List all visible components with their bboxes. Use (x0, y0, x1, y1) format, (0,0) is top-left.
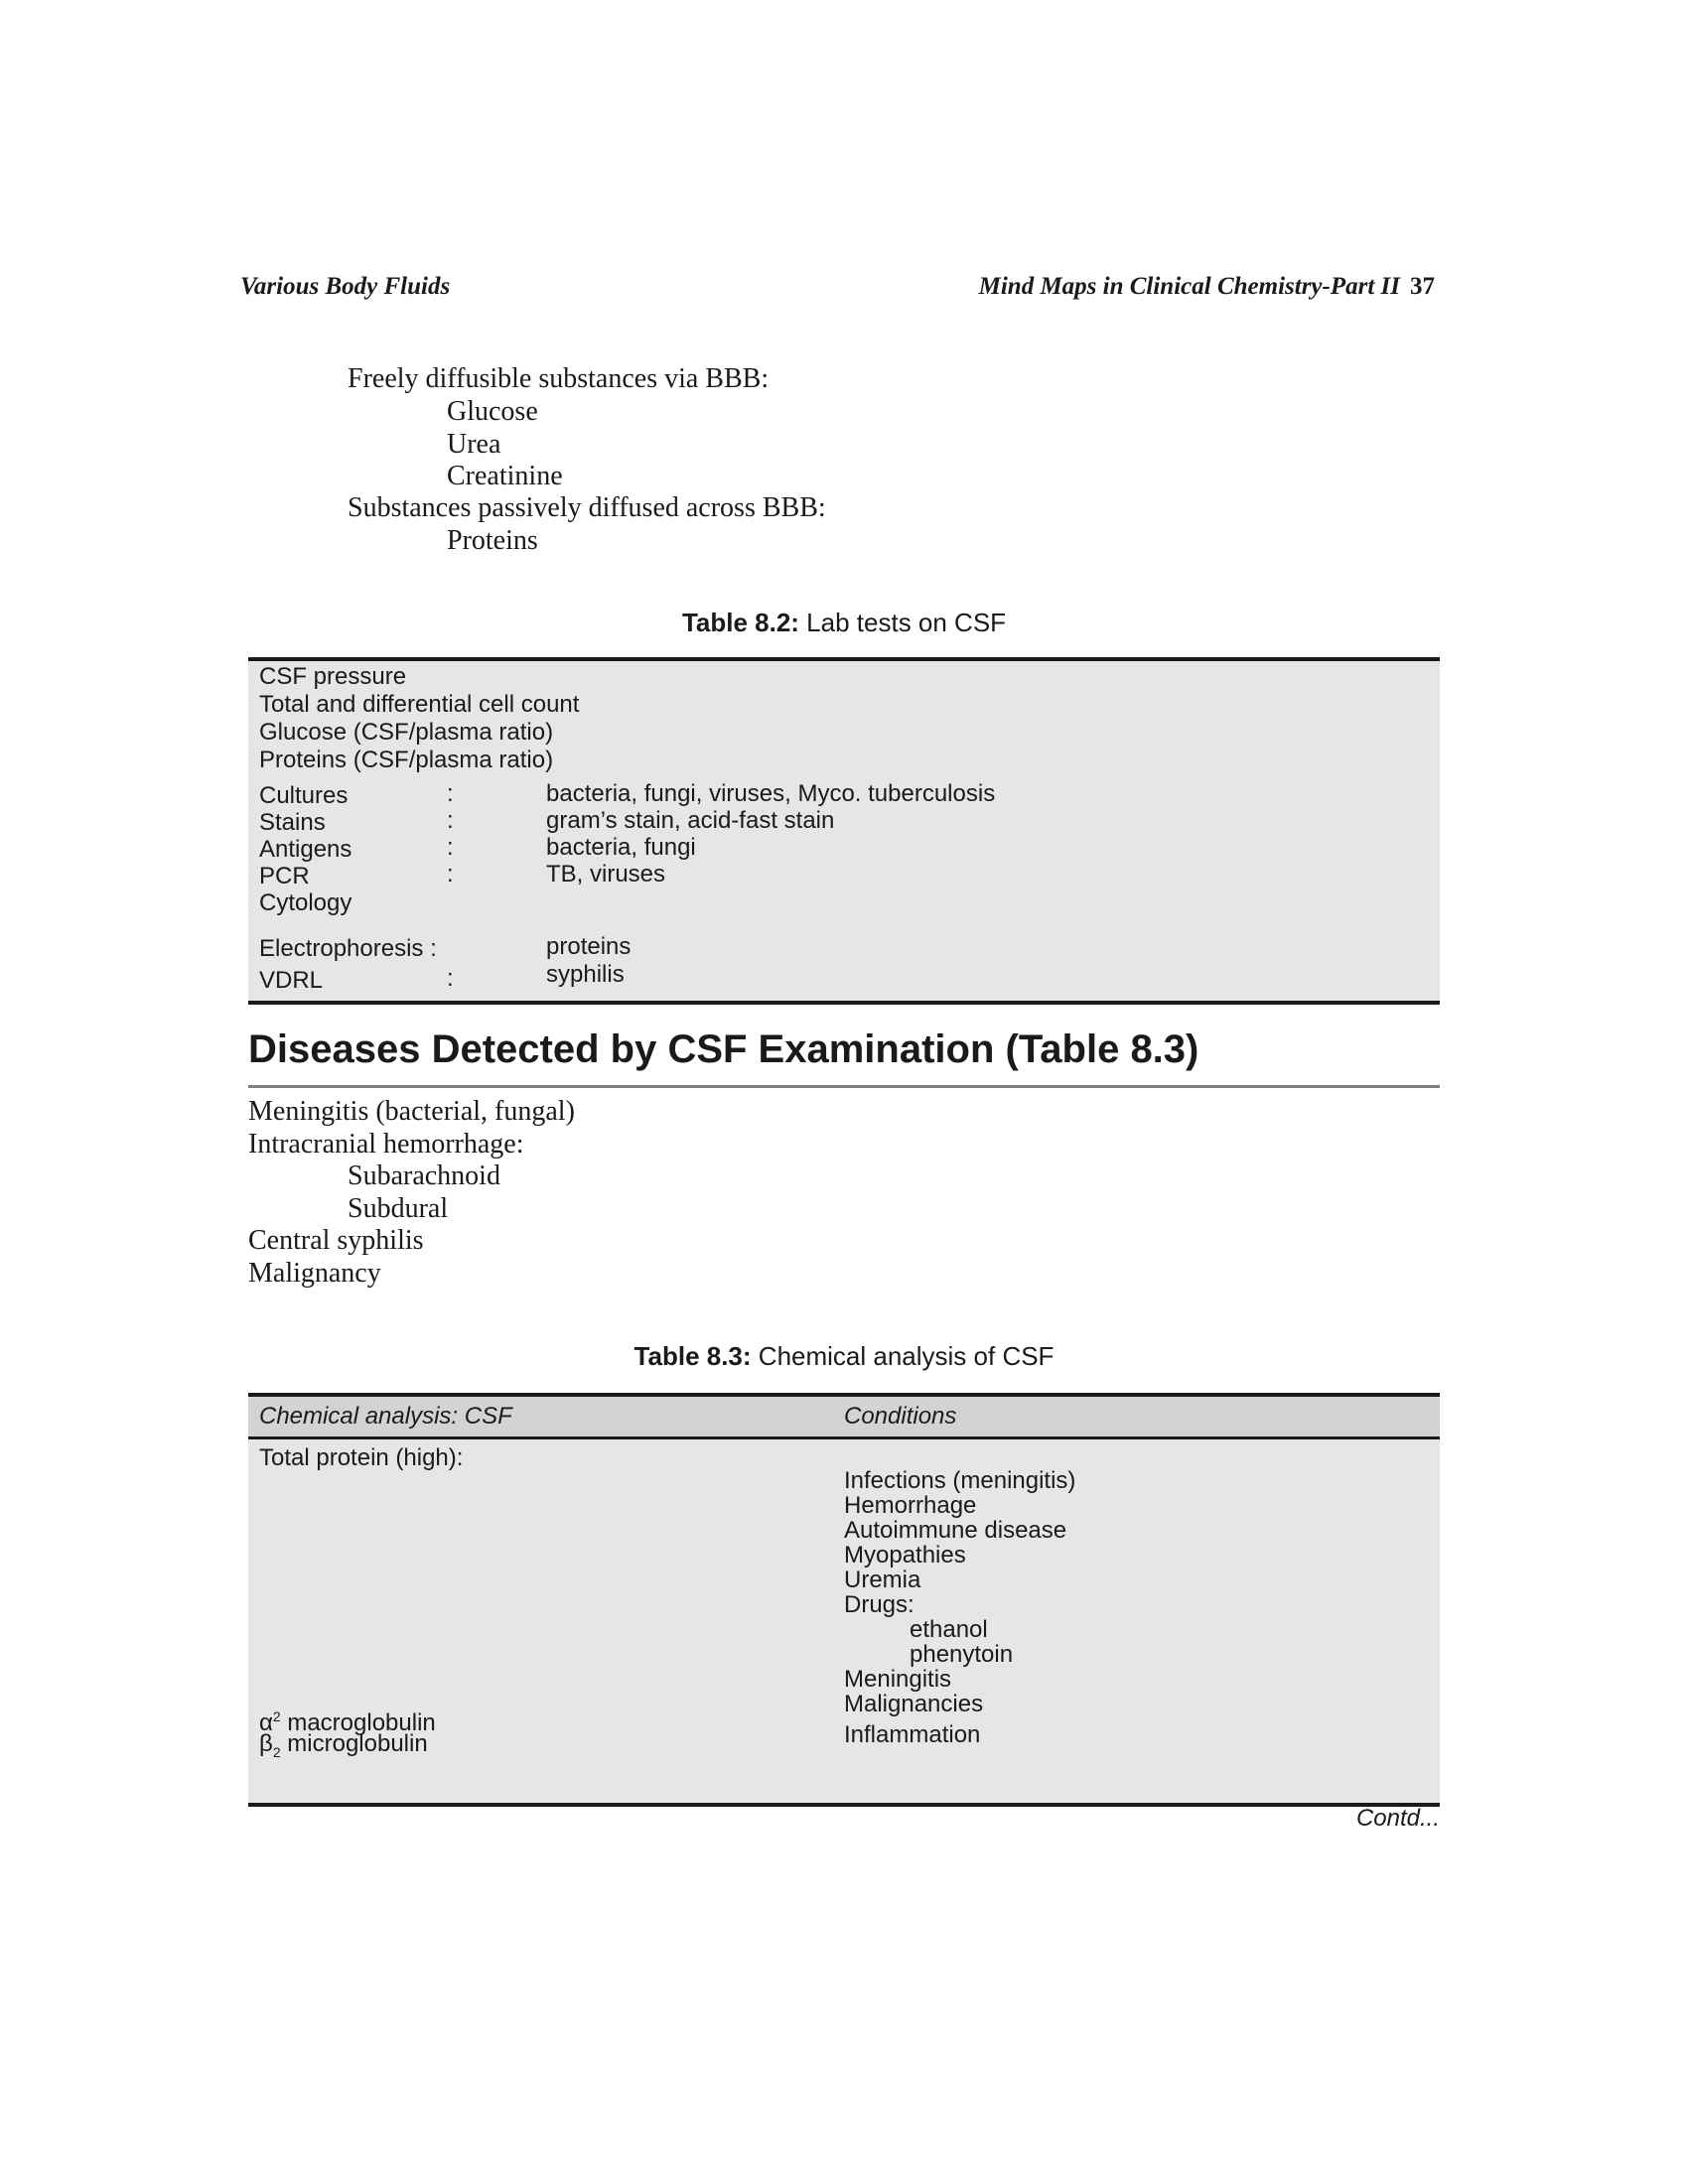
separator: : (447, 861, 454, 887)
test-name: PCR (259, 863, 310, 889)
analyte-name: microglobulin (280, 1730, 428, 1757)
table-8-2 (248, 657, 1440, 1005)
table-header-row (248, 1397, 1440, 1439)
disease-item: Meningitis (bacterial, fungal) (248, 1096, 575, 1127)
analysis-beta2-microglobulin (259, 1730, 428, 1766)
condition-item: Drugs: (844, 1591, 914, 1618)
bbb-freely-item: Urea (447, 429, 501, 460)
separator: : (447, 807, 454, 834)
separator: : (447, 834, 454, 861)
table-row: Proteins (CSF/plasma ratio) (259, 747, 554, 773)
continued-note: Contd... (1355, 1805, 1440, 1832)
test-value: syphilis (546, 961, 625, 988)
test-name: Electrophoresis : (259, 935, 437, 962)
disease-subitem: Subarachnoid (348, 1160, 500, 1191)
separator: : (447, 965, 454, 992)
test-value: proteins (546, 933, 632, 960)
table-row: CSF pressure (259, 663, 407, 690)
bbb-passive-heading: Substances passively diffused across BBB: (348, 492, 826, 523)
condition-item: Malignancies (844, 1691, 984, 1717)
test-value: gram’s stain, acid-fast stain (546, 807, 835, 834)
bbb-freely-item: Glucose (447, 396, 538, 427)
superscript: 2 (272, 1708, 281, 1724)
table-8-2-caption (0, 608, 1688, 638)
bbb-freely-heading: Freely diffusible substances via BBB: (348, 363, 770, 394)
table-row: Total and differential cell count (259, 691, 580, 718)
caption-label: Table 8.2: (681, 608, 799, 637)
bbb-freely-item: Creatinine (447, 461, 563, 491)
disease-item: Malignancy (248, 1258, 381, 1289)
condition-item: Infections (meningitis) (844, 1467, 1076, 1494)
caption-label: Table 8.3: (633, 1341, 752, 1371)
running-header-title: Mind Maps in Clinical Chemistry-Part II (978, 273, 1400, 300)
condition-item: Meningitis (844, 1666, 952, 1693)
greek-symbol: α (259, 1709, 273, 1736)
test-name: Antigens (259, 836, 352, 863)
condition-item: Inflammation (844, 1721, 981, 1748)
greek-symbol: β (259, 1730, 273, 1757)
table-8-3 (248, 1393, 1440, 1807)
separator: : (447, 780, 454, 807)
table-row: Glucose (CSF/plasma ratio) (259, 719, 554, 746)
bbb-passive-item: Proteins (447, 525, 538, 556)
test-value: TB, viruses (546, 861, 666, 887)
test-value: bacteria, fungi (546, 834, 696, 861)
analyte-name: macroglobulin (280, 1709, 436, 1736)
disease-item: Central syphilis (248, 1225, 424, 1256)
caption-text: Lab tests on CSF (798, 608, 1007, 637)
condition-item: Uremia (844, 1567, 921, 1593)
condition-subitem: phenytoin (910, 1641, 1014, 1668)
test-name: VDRL (259, 967, 324, 994)
analysis-total-protein: Total protein (high): (259, 1444, 464, 1471)
column-header-analysis: Chemical analysis: CSF (259, 1403, 512, 1430)
table-8-3-caption (0, 1341, 1688, 1372)
section-title: Diseases Detected by CSF Examination (Table 8.3) (248, 1027, 1440, 1088)
running-header-left: Various Body Fluids (240, 273, 451, 300)
test-name: Cytology (259, 889, 352, 916)
condition-item: Autoimmune disease (844, 1517, 1067, 1544)
test-name: Stains (259, 809, 326, 836)
caption-text: Chemical analysis of CSF (751, 1341, 1055, 1371)
column-header-conditions: Conditions (844, 1403, 957, 1430)
running-header-right (979, 273, 1435, 301)
subscript: 2 (272, 1743, 281, 1760)
disease-item: Intracranial hemorrhage: (248, 1129, 524, 1160)
test-value: bacteria, fungi, viruses, Myco. tuberculosis (546, 780, 996, 807)
condition-item: Myopathies (844, 1542, 966, 1569)
condition-item: Hemorrhage (844, 1492, 977, 1519)
test-name: Cultures (259, 782, 349, 809)
disease-subitem: Subdural (348, 1193, 449, 1224)
page-number: 37 (1410, 273, 1435, 300)
condition-subitem: ethanol (910, 1616, 988, 1643)
